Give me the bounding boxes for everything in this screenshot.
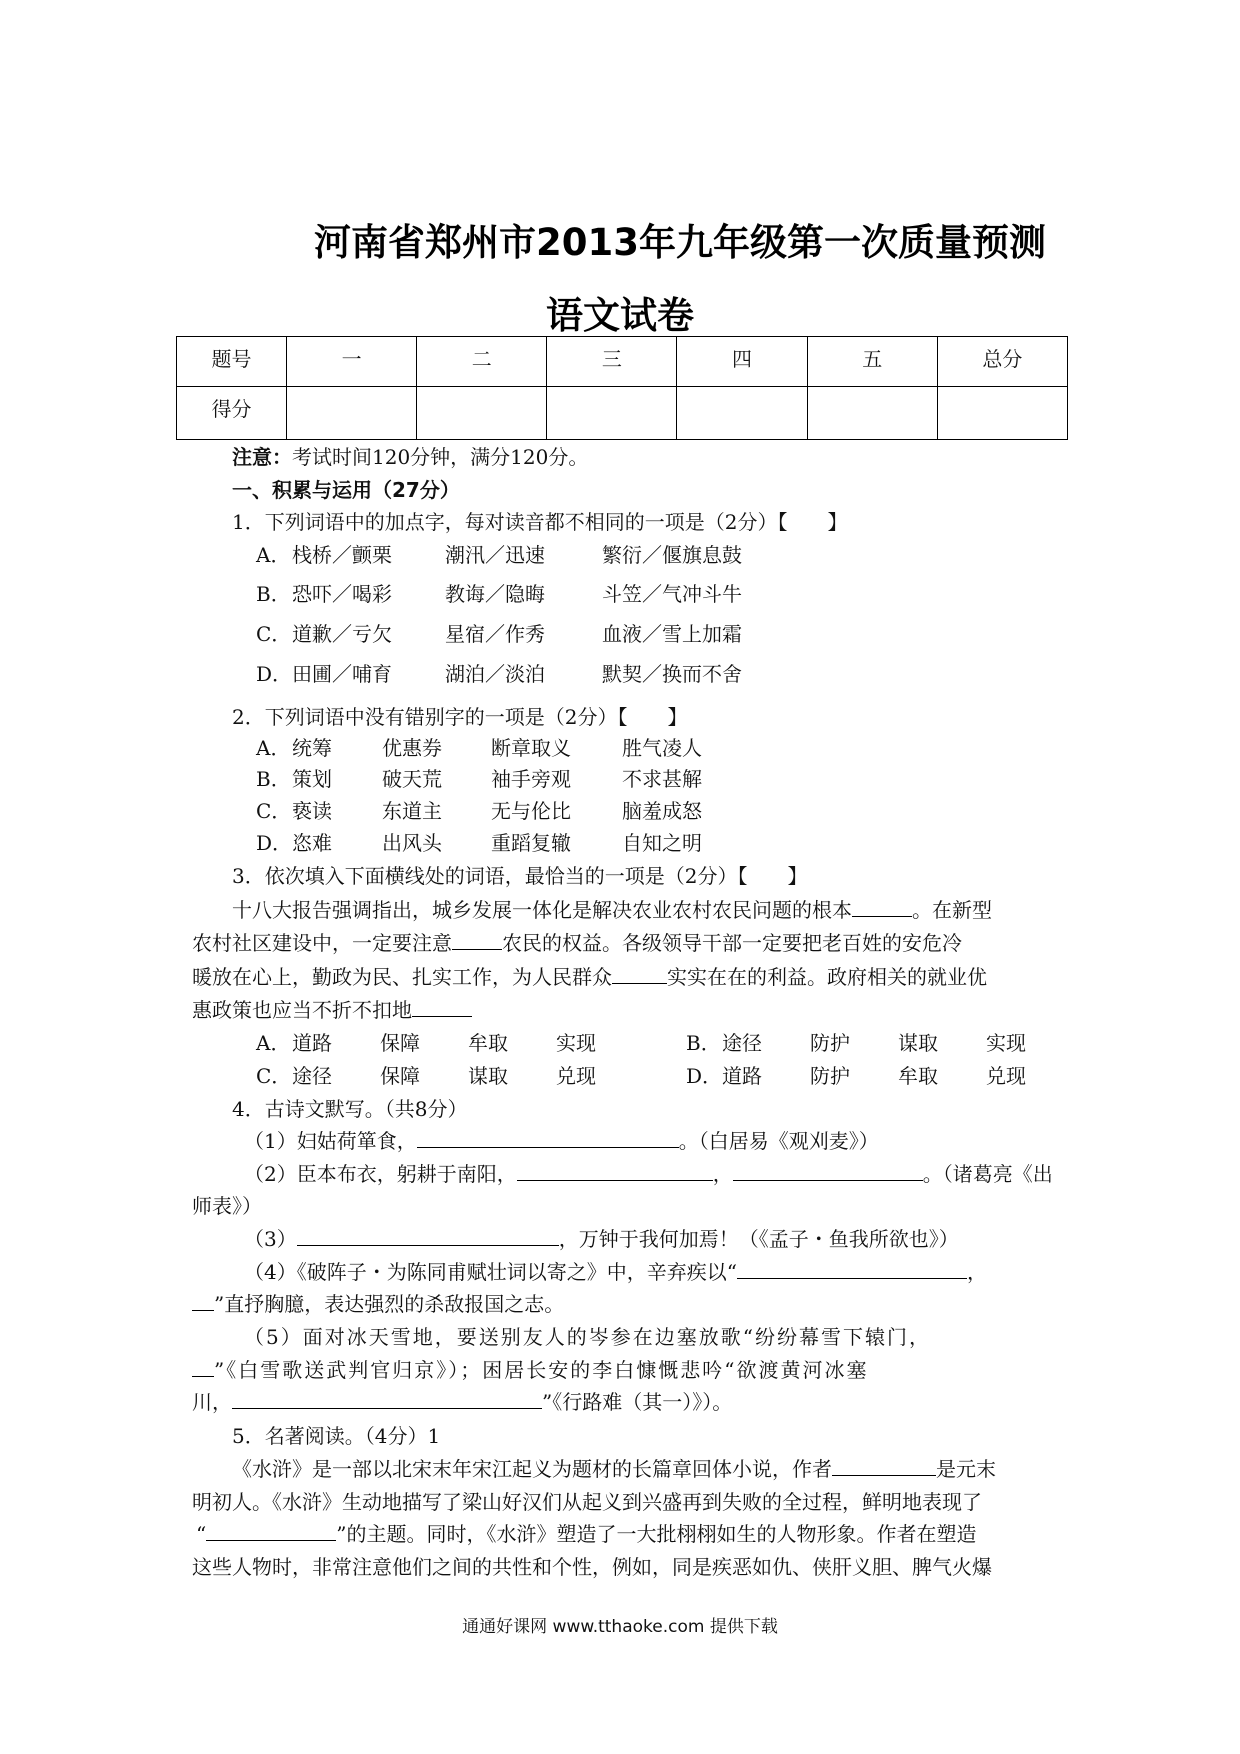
option-item: 优惠券 (382, 736, 442, 760)
option-item: 保障 (380, 1064, 420, 1088)
paragraph-text: 农村社区建设中，一定要注意 (192, 931, 452, 955)
recitation-text: ”《白雪歌送武判官归京》）；困居长安的李白慷慨悲吟“欲渡黄河冰塞 (214, 1358, 869, 1382)
recitation-text: （2）臣本布衣，躬耕于南阳， (244, 1162, 517, 1186)
recitation-text: （4）《破阵子・为陈同甫赋壮词以寄之》中，辛弃疾以“ (244, 1260, 737, 1284)
option-letter: C． (256, 799, 292, 823)
recitation-line (192, 1388, 732, 1416)
score-table-score-row (177, 387, 1068, 440)
option-item: 亵读 (292, 799, 332, 823)
question-stem: 3．依次填入下面横线处的词语，最恰当的一项是（2分）【 】 (232, 864, 808, 888)
answer-blank[interactable] (832, 1455, 936, 1476)
recitation-line: （5）面对冰天雪地，要送别友人的岑参在边塞放歌“纷纷幕雪下辕门， (244, 1325, 931, 1349)
recitation-text: ， (966, 1260, 987, 1284)
option-letter: B． (686, 1031, 721, 1055)
option-item: 东道主 (382, 799, 442, 823)
option-item: 保障 (380, 1031, 420, 1055)
answer-blank[interactable] (517, 1160, 713, 1181)
score-cell[interactable] (807, 387, 937, 440)
score-table (176, 336, 1068, 440)
recitation-text: 。（诸葛亮《出 (922, 1162, 1053, 1186)
option-item: 兑现 (556, 1064, 596, 1088)
answer-blank[interactable] (192, 1290, 214, 1311)
option-item: 途径 (722, 1031, 762, 1055)
option-item: 胜气凌人 (622, 736, 702, 760)
question-stem: 4．古诗文默写。（共8分） (232, 1097, 468, 1121)
recitation-text: ， (712, 1162, 733, 1186)
score-cell[interactable] (547, 387, 677, 440)
answer-blank[interactable] (733, 1160, 923, 1181)
option-item: 谋取 (898, 1031, 938, 1055)
paragraph-line: 这些人物时，非常注意他们之间的共性和个性，例如，同是疾恶如仇、侠肝义胆、脾气火爆 (192, 1555, 992, 1579)
paragraph-text: ”的主题。同时，《水浒》塑造了一大批栩栩如生的人物形象。作者在塑造 (336, 1522, 977, 1546)
option-letter: D． (256, 662, 293, 686)
paragraph-text: 惠政策也应当不折不扣地 (192, 998, 412, 1022)
option-letter: C． (256, 622, 292, 646)
option-item: 道歉／亏欠 (292, 622, 392, 646)
score-header-cell: 二 (417, 337, 547, 387)
option-item: 统筹 (292, 736, 332, 760)
option-item: 脑羞成怒 (622, 799, 702, 823)
option-item: 途径 (292, 1064, 332, 1088)
paragraph-text: 十八大报告强调指出，城乡发展一体化是解决农业农村农民问题的根本 (232, 898, 852, 922)
answer-blank[interactable] (737, 1258, 967, 1279)
answer-blank[interactable] (297, 1225, 559, 1246)
notice (232, 443, 588, 471)
option-item: 出风头 (382, 831, 442, 855)
recitation-line: 师表》） (192, 1194, 262, 1218)
question-stem: 5．名著阅读。（4分）1 (232, 1424, 441, 1448)
option-item: 实现 (556, 1031, 596, 1055)
score-cell[interactable] (417, 387, 547, 440)
option-item: 策划 (292, 767, 332, 791)
option-letter: D． (256, 831, 293, 855)
option-item: 繁衍／偃旗息鼓 (602, 543, 742, 567)
recitation-line (244, 1225, 959, 1253)
paragraph-line (192, 929, 962, 957)
paragraph-text: 农民的权益。各级领导干部一定要把老百姓的安危冷 (502, 931, 962, 955)
option-item: 潮汛／迅速 (445, 543, 545, 567)
option-item: 星宿／作秀 (445, 622, 545, 646)
option-item: 田圃／哺育 (292, 662, 392, 686)
option-letter: D． (686, 1064, 723, 1088)
option-item: 袖手旁观 (491, 767, 571, 791)
score-cell[interactable] (677, 387, 807, 440)
answer-blank[interactable] (612, 963, 667, 984)
score-cell[interactable] (937, 387, 1067, 440)
recitation-text: 川， (192, 1390, 232, 1414)
paragraph-line (232, 1455, 996, 1483)
option-letter: C． (256, 1064, 292, 1088)
paragraph-text: 是元末 (936, 1457, 996, 1481)
score-table-header-row (177, 337, 1068, 387)
option-item: 谋取 (468, 1064, 508, 1088)
answer-blank[interactable] (412, 996, 472, 1017)
option-item: 断章取义 (491, 736, 571, 760)
option-item: 不求甚解 (622, 767, 702, 791)
paragraph-text: 《水浒》是一部以北宋末年宋江起义为题材的长篇章回体小说，作者 (232, 1457, 832, 1481)
paragraph-line: 明初人。《水浒》生动地描写了梁山好汉们从起义到兴盛再到失败的全过程，鲜明地表现了 (192, 1490, 982, 1514)
option-letter: B． (256, 582, 291, 606)
answer-blank[interactable] (852, 896, 912, 917)
score-row-label: 得分 (177, 387, 287, 440)
paragraph-line (196, 1520, 976, 1548)
recitation-text: （1）妇姑荷箪食， (244, 1129, 417, 1153)
score-header-cell: 总分 (937, 337, 1067, 387)
paragraph-text: 暖放在心上，勤政为民、扎实工作，为人民群众 (192, 965, 612, 989)
option-item: 牟取 (898, 1064, 938, 1088)
paragraph-line (232, 896, 992, 924)
answer-blank[interactable] (417, 1127, 679, 1148)
option-row[interactable] (256, 580, 1056, 608)
recitation-text: 。（白居易《观刈麦》） (678, 1129, 879, 1153)
answer-blank[interactable] (232, 1388, 542, 1409)
option-row[interactable] (256, 797, 1056, 825)
option-item: 默契／换而不舍 (602, 662, 742, 686)
paragraph-text: 。在新型 (912, 898, 992, 922)
exam-title: 河南省郑州市2013年九年级第一次质量预测 (314, 221, 1046, 264)
score-header-cell: 五 (807, 337, 937, 387)
question-stem: 2．下列词语中没有错别字的一项是（2分）【 】 (232, 705, 688, 729)
option-item: 斗笠／气冲斗牛 (602, 582, 742, 606)
option-item: 血液／雪上加霜 (602, 622, 742, 646)
option-row[interactable] (256, 734, 1056, 762)
paragraph-text: “ (196, 1522, 207, 1546)
option-item: 重蹈复辙 (491, 831, 571, 855)
option-item: 牟取 (468, 1031, 508, 1055)
paragraph-text: 实实在在的利益。政府相关的就业优 (667, 965, 987, 989)
answer-blank[interactable] (206, 1520, 336, 1541)
score-cell[interactable] (287, 387, 417, 440)
recitation-line (244, 1160, 1053, 1188)
option-letter: A． (256, 1031, 291, 1055)
recitation-line (244, 1127, 879, 1155)
exam-subtitle: 语文试卷 (546, 294, 694, 337)
option-item: 防护 (810, 1031, 850, 1055)
score-header-cell: 一 (287, 337, 417, 387)
option-item: 实现 (986, 1031, 1026, 1055)
option-item: 自知之明 (622, 831, 702, 855)
option-row[interactable] (686, 1029, 1086, 1057)
option-letter: A． (256, 736, 291, 760)
option-row[interactable] (256, 660, 1056, 688)
option-item: 兑现 (986, 1064, 1026, 1088)
option-letter: A． (256, 543, 291, 567)
recitation-text: ”《行路难（其一）》）。 (542, 1390, 733, 1414)
answer-blank[interactable] (192, 1356, 214, 1377)
option-item: 湖泊／淡泊 (445, 662, 545, 686)
recitation-text: ”直抒胸臆，表达强烈的杀敌报国之志。 (214, 1292, 565, 1316)
option-item: 道路 (292, 1031, 332, 1055)
option-row[interactable] (256, 829, 1056, 857)
option-item: 道路 (722, 1064, 762, 1088)
page-footer: 通通好课网 www.tthaoke.com 提供下载 (462, 1617, 778, 1637)
option-row[interactable] (256, 541, 1056, 569)
option-item: 恐吓／喝彩 (292, 582, 392, 606)
notice-label: 注意： (232, 445, 292, 469)
score-header-cell: 题号 (177, 337, 287, 387)
answer-blank[interactable] (452, 929, 502, 950)
option-item: 栈桥／颤栗 (292, 543, 392, 567)
option-row[interactable] (256, 620, 1056, 648)
option-row[interactable] (256, 1062, 656, 1090)
option-item: 破天荒 (382, 767, 442, 791)
option-item: 防护 (810, 1064, 850, 1088)
option-item: 恣难 (292, 831, 332, 855)
recitation-text: （3） (244, 1227, 297, 1251)
notice-text: 考试时间120分钟，满分120分。 (292, 445, 589, 469)
question-stem: 1．下列词语中的加点字，每对读音都不相同的一项是（2分）【 】 (232, 510, 848, 534)
recitation-line (192, 1290, 564, 1318)
score-header-cell: 三 (547, 337, 677, 387)
recitation-line (192, 1356, 868, 1384)
option-letter: B． (256, 767, 291, 791)
option-row[interactable] (256, 765, 1056, 793)
section-heading: 一、积累与运用（27分） (232, 478, 460, 502)
paragraph-line (192, 963, 987, 991)
score-header-cell: 四 (677, 337, 807, 387)
paragraph-line (192, 996, 472, 1024)
option-item: 无与伦比 (491, 799, 571, 823)
recitation-text: ，万钟于我何加焉！（《孟子・鱼我所欲也》） (558, 1227, 959, 1251)
recitation-line (244, 1258, 987, 1286)
option-row[interactable] (686, 1062, 1086, 1090)
option-item: 教诲／隐晦 (445, 582, 545, 606)
